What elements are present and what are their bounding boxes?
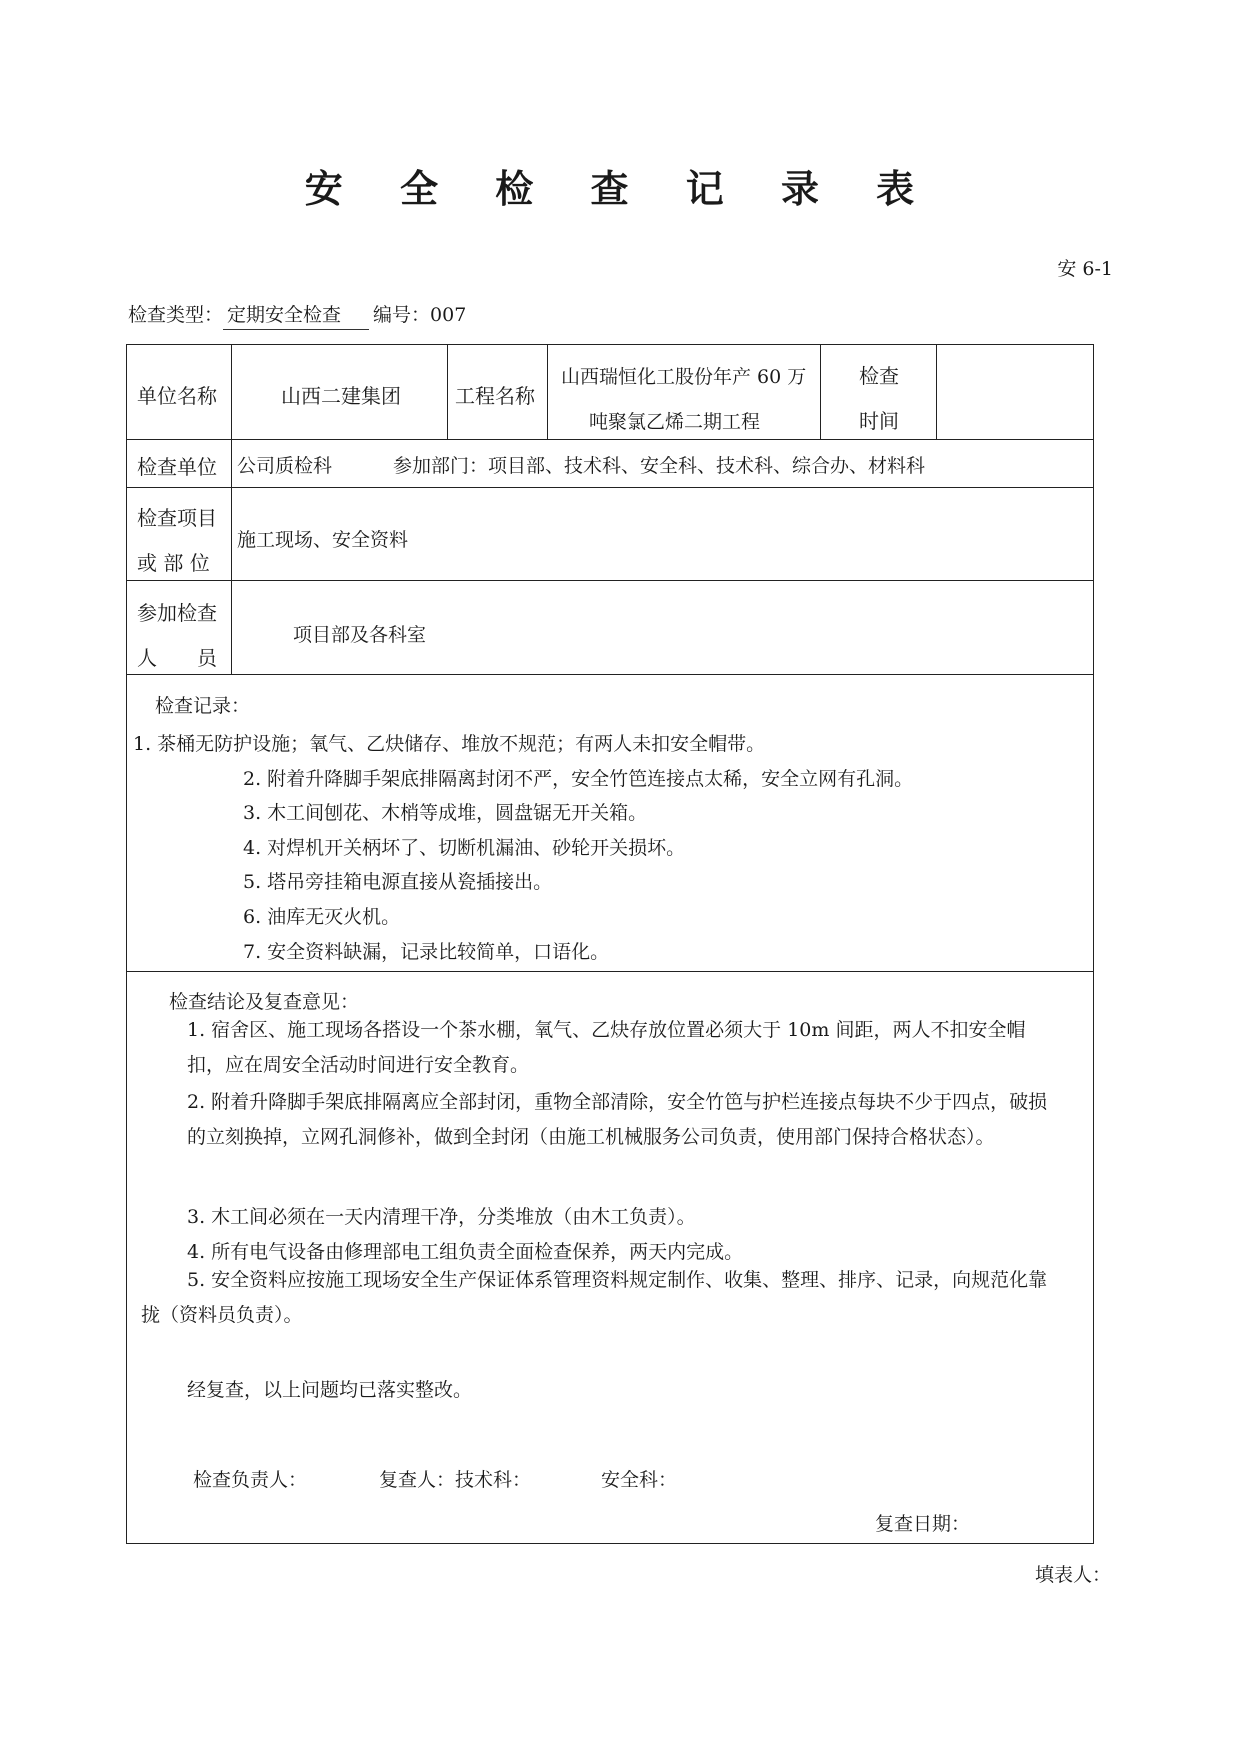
conclusion-paragraph: 5. 安全资料应按施工现场安全生产保证体系管理资料规定制作、收集、整理、排序、记录，向规范化靠拢（资料员负责）。 bbox=[141, 1269, 1048, 1326]
check-unit-label: 检查单位 bbox=[137, 455, 217, 479]
conclusion-heading: 检查结论及复查意见： bbox=[169, 991, 360, 1013]
unit-name-label: 单位名称 bbox=[137, 384, 217, 408]
project-name-line1: 山西瑞恒化工股份年产 60 万 bbox=[561, 366, 807, 388]
record-item: 6. 油库无灭火机。 bbox=[243, 906, 401, 928]
check-time-label-1: 检查 bbox=[859, 364, 899, 388]
inspection-table bbox=[126, 344, 1094, 1544]
signature-reviewer: 复查人：技术科： bbox=[379, 1469, 532, 1491]
form-code: 安 6-1 bbox=[1057, 258, 1113, 280]
project-name-line2: 吨聚氯乙烯二期工程 bbox=[589, 411, 761, 433]
filler-label: 填表人： bbox=[1034, 1564, 1111, 1586]
staff-label-2: 人 员 bbox=[137, 646, 217, 670]
signature-inspector: 检查负责人： bbox=[193, 1469, 308, 1491]
staff-label-1: 参加检查 bbox=[137, 601, 217, 625]
conclusion-paragraph: 4. 所有电气设备由修理部电工组负责全面检查保养，两天内完成。 bbox=[187, 1241, 744, 1263]
record-item: 2. 附着升降脚手架底排隔离封闭不严，安全竹笆连接点太稀，安全立网有孔洞。 bbox=[243, 768, 914, 790]
conclusion-paragraph: 1. 宿舍区、施工现场各搭设一个茶水棚，氧气、乙炔存放位置必须大于 10m 间距，两人不扣安全帽扣，应在周安全活动时间进行安全教育。 bbox=[187, 1019, 1026, 1076]
signature-safety: 安全科： bbox=[601, 1469, 678, 1491]
check-time-label-2: 时间 bbox=[859, 409, 899, 433]
check-type-label: 检查类型： bbox=[128, 304, 224, 326]
unit-name-value: 山西二建集团 bbox=[281, 384, 401, 408]
record-heading: 检查记录： bbox=[155, 695, 251, 717]
number-value: 007 bbox=[430, 304, 467, 326]
items-value: 施工现场、安全资料 bbox=[237, 529, 409, 551]
departments-text: 参加部门：项目部、技术科、安全科、技术科、综合办、材料科 bbox=[393, 455, 926, 477]
conclusion-paragraph: 3. 木工间必须在一天内清理干净，分类堆放（由木工负责）。 bbox=[187, 1206, 696, 1228]
project-name-label: 工程名称 bbox=[455, 384, 535, 408]
form-title: 安 全 检 查 记 录 表 bbox=[304, 166, 937, 211]
staff-value: 项目部及各科室 bbox=[293, 624, 427, 646]
meta-line bbox=[128, 300, 466, 330]
number-label: 编号： bbox=[373, 304, 431, 326]
items-label-1: 检查项目 bbox=[137, 506, 217, 530]
items-label-2: 或 部 位 bbox=[137, 551, 210, 575]
record-item: 7. 安全资料缺漏，记录比较简单，口语化。 bbox=[243, 941, 610, 963]
check-unit-value: 公司质检科 bbox=[237, 455, 333, 477]
review-statement: 经复查，以上问题均已落实整改。 bbox=[187, 1379, 473, 1401]
record-item: 1. 茶桶无防护设施；氧气、乙炔储存、堆放不规范；有两人未扣安全帽带。 bbox=[133, 733, 766, 755]
conclusion-paragraph: 2. 附着升降脚手架底排隔离应全部封闭，重物全部清除，安全竹笆与护栏连接点每块不少于四点，破损的立刻换掉，立网孔洞修补，做到全封闭（由施工机械服务公司负责，使用部门保持合格状态）。 bbox=[187, 1091, 1048, 1148]
review-date: 复查日期： bbox=[875, 1513, 971, 1535]
record-item: 4. 对焊机开关柄坏了、切断机漏油、砂轮开关损坏。 bbox=[243, 837, 686, 859]
record-item: 5. 塔吊旁挂箱电源直接从瓷插接出。 bbox=[243, 871, 553, 893]
record-item: 3. 木工间刨花、木梢等成堆，圆盘锯无开关箱。 bbox=[243, 802, 648, 824]
check-type-value: 定期安全检查 bbox=[223, 300, 369, 330]
